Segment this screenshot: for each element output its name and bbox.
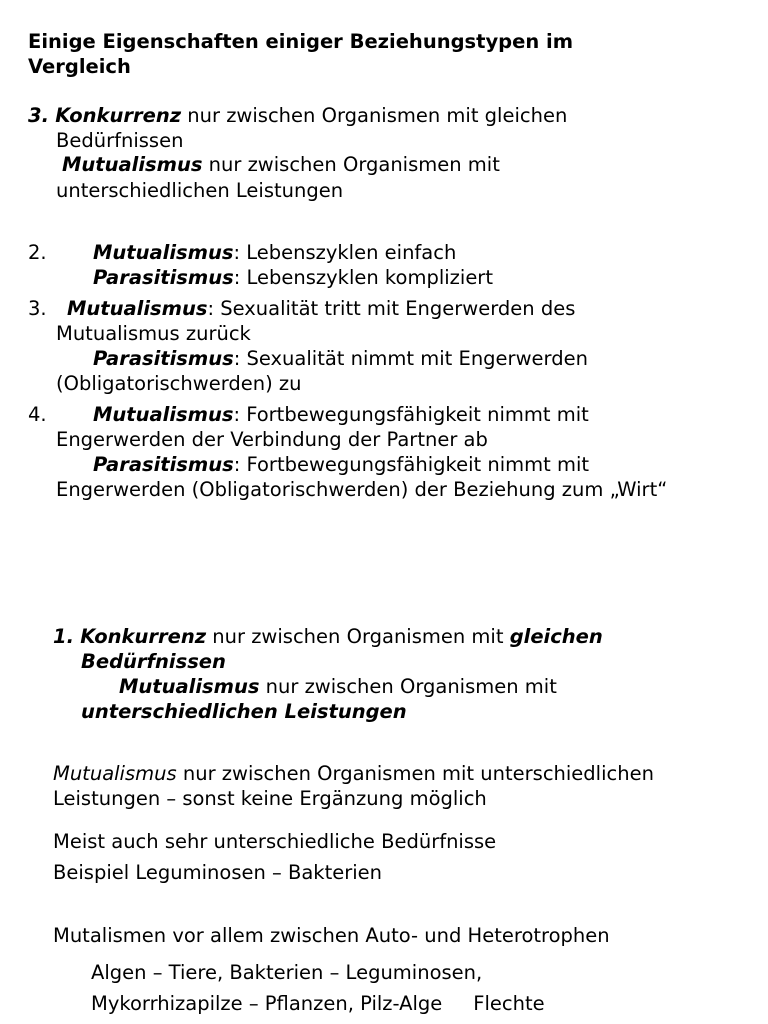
- bottom-konkurrenz-term: Konkurrenz: [80, 625, 207, 648]
- doc-title-line1: Einige Eigenschaften einiger Beziehungstypen im: [28, 30, 574, 53]
- top-konkurrenz-text: nur zwischen Organismen mit gleichen: [181, 104, 568, 127]
- paragraph-examples-line1: Algen – Tiere, Bakterien – Leguminosen,: [91, 961, 483, 984]
- top-konkurrenz-term: Konkurrenz: [55, 104, 182, 127]
- paragraph-mutualismus-term: Mutualismus: [53, 762, 177, 785]
- list-item-4-term1: Mutualismus: [93, 403, 234, 426]
- list-item-4-line1-cont: Engerwerden der Verbindung der Partner ab: [56, 428, 488, 451]
- top-konkurrenz-cont: Bedürfnissen: [56, 129, 184, 152]
- list-item-2-term2: Parasitismus: [93, 266, 234, 289]
- list-item-4-line1: [93, 402, 589, 427]
- paragraph-mutualismus-text: nur zwischen Organismen mit unterschiedlichen: [176, 762, 654, 785]
- top-konkurrenz-line: [28, 103, 567, 128]
- bottom-konkurrenz-text: nur zwischen Organismen mit: [206, 625, 510, 648]
- list-item-2-term1: Mutualismus: [93, 241, 234, 264]
- bottom-item-number: 1.: [53, 625, 74, 648]
- list-item-3-term2: Parasitismus: [93, 347, 234, 370]
- bottom-mutualismus-term: Mutualismus: [119, 675, 260, 698]
- list-item-4-line2: [93, 452, 589, 477]
- top-mutualismus-text: nur zwischen Organismen mit: [202, 153, 500, 176]
- top-mutualismus-cont: unterschiedlichen Leistungen: [56, 179, 344, 202]
- paragraph-examples-line2: Mykorrhizapilze – Pflanzen, Pilz-Alge Flechte: [91, 992, 545, 1015]
- list-item-2-line1: [93, 240, 456, 265]
- bottom-mutualismus-text: nur zwischen Organismen mit: [259, 675, 557, 698]
- paragraph-beispiel: Beispiel Leguminosen – Bakterien: [53, 861, 383, 884]
- list-item-4-term2: Parasitismus: [93, 453, 234, 476]
- list-item-2-text1: : Lebenszyklen einfach: [233, 241, 457, 264]
- list-item-4-number: 4.: [28, 403, 47, 426]
- bottom-konkurrenz-line: [53, 624, 603, 649]
- top-mutualismus-term: Mutualismus: [62, 153, 203, 176]
- list-item-4-line2-cont: Engerwerden (Obligatorischwerden) der Beziehung zum „Wirt“: [56, 478, 668, 501]
- list-item-3-term1: Mutualismus: [67, 297, 208, 320]
- top-mutualismus-line: [62, 152, 500, 177]
- list-item-2-number: 2.: [28, 241, 47, 264]
- bottom-konkurrenz-emph: gleichen: [509, 625, 603, 648]
- bottom-mutualismus-cont: unterschiedlichen Leistungen: [81, 700, 407, 723]
- paragraph-mutualismus-cont: Leistungen – sonst keine Ergänzung möglich: [53, 787, 487, 810]
- paragraph-beduerfnisse: Meist auch sehr unterschiedliche Bedürfnisse: [53, 830, 497, 853]
- list-item-2-line2: [93, 265, 493, 290]
- bottom-mutualismus-line: [119, 674, 557, 699]
- bottom-konkurrenz-cont: Bedürfnissen: [81, 650, 226, 673]
- paragraph-mutualismus: [53, 761, 654, 786]
- list-item-3-text1a: : Sexualität tritt mit Engerwerden des: [207, 297, 576, 320]
- top-item-number: 3.: [28, 104, 49, 127]
- list-item-2-text2: : Lebenszyklen kompliziert: [233, 266, 493, 289]
- paragraph-mutalismen: Mutalismen vor allem zwischen Auto- und Heterotrophen: [53, 924, 610, 947]
- list-item-3-line1: [67, 296, 575, 321]
- doc-title-line2: Vergleich: [28, 55, 131, 78]
- list-item-4-text2a: : Fortbewegungsfähigkeit nimmt mit: [233, 453, 590, 476]
- list-item-3-line2: [93, 346, 588, 371]
- list-item-3-number: 3.: [28, 297, 47, 320]
- list-item-3-line1-cont: Mutualismus zurück: [56, 322, 251, 345]
- list-item-3-text2a: : Sexualität nimmt mit Engerwerden: [233, 347, 588, 370]
- list-item-3-line2-cont: (Obligatorischwerden) zu: [56, 372, 302, 395]
- list-item-4-text1a: : Fortbewegungsfähigkeit nimmt mit: [233, 403, 589, 426]
